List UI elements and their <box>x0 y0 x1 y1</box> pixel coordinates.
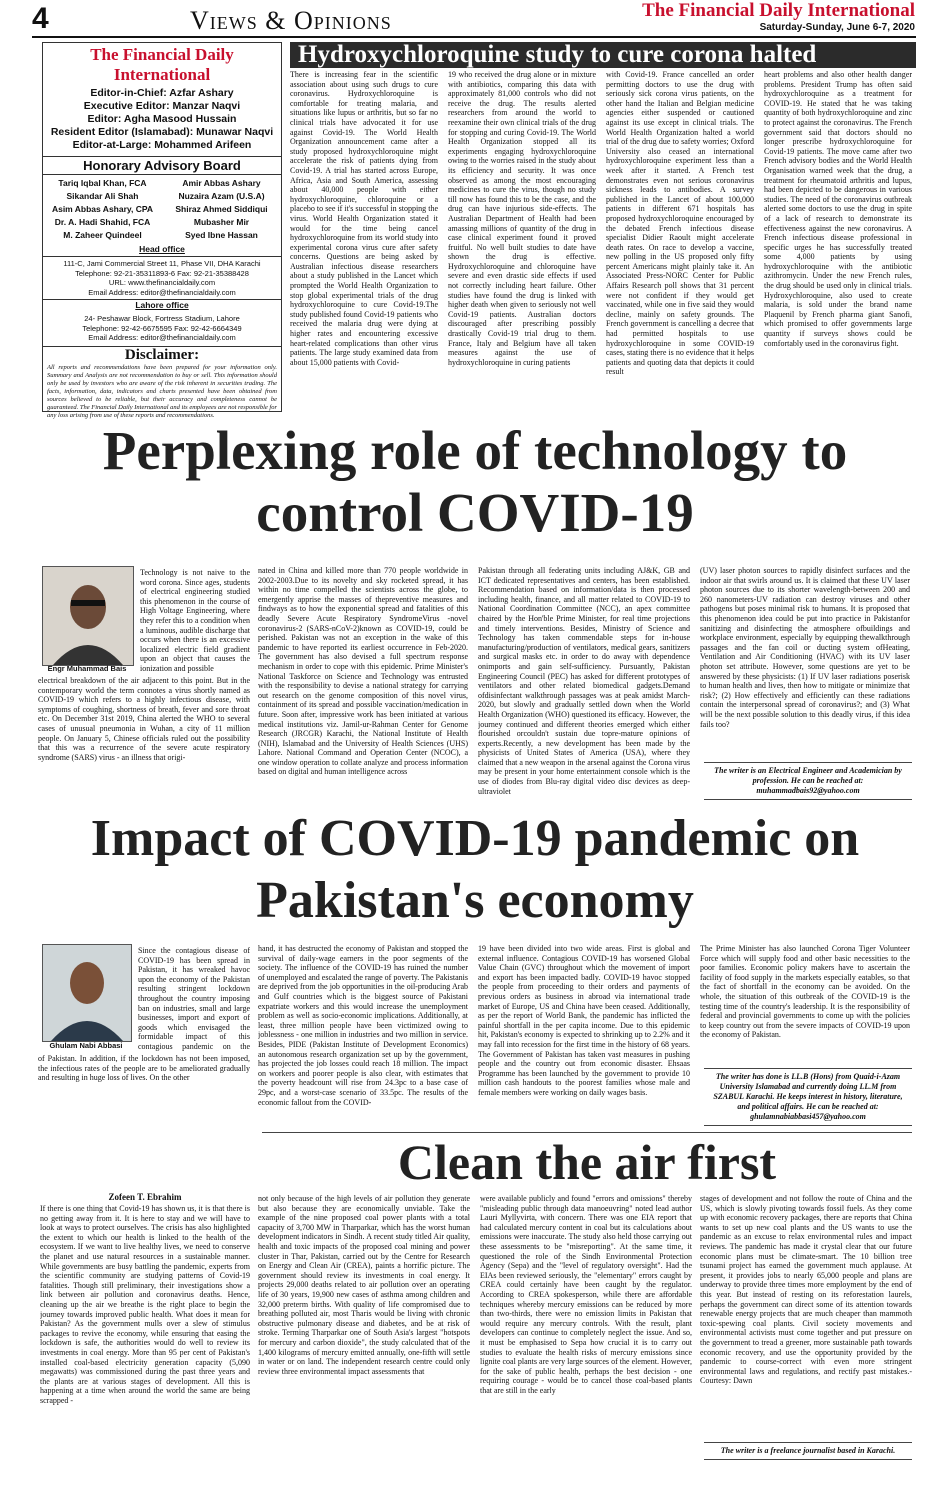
board-member: M. Zaheer Quindeel <box>63 230 142 240</box>
article3-bio: The writer has done is LL.B (Hons) from Quaid-i-Azam University Islamabad and currently doing LL.M from SZABUL Karachi. He keeps interest in history, literature, and political affairs. He can be reached at: ghulamnabiabbasi457@yahoo.com <box>704 1068 912 1126</box>
article2-headline-line: control COVID-19 <box>256 482 694 543</box>
article1-body <box>290 70 916 418</box>
article4-byline: Zofeen T. Ebrahim <box>108 1192 182 1202</box>
article4-headline: Clean the air first <box>397 1134 777 1190</box>
article4-bio: The writer is a freelance journalist based in Karachi. <box>704 1442 912 1460</box>
article4-rule <box>262 1132 912 1133</box>
advisory-board-title: Honorary Advisory Board <box>43 156 281 175</box>
disclaimer-text: All reports and recommendations have been prepared for your information only. Summary and Analysis are not recommendation to buy or sell. This information should only be used by investors who are aware of the risk inherent in securities trading. The facts, information, data, indicators and charts presented have been obtained from sources believed to be reliable, but their accuracy and completeness cannot be guaranteed. The Financial Daily International and its employees are not responsible for any loss arising from use of these reports and recommendations. <box>47 363 277 419</box>
masthead-date: Saturday-Sunday, June 6-7, 2020 <box>759 22 915 33</box>
article3-column: The Prime Minister has also launched Corona Tiger Volunteer Force which will supply food and other basic necessities to the poor families. Economic policy makers have to ascertain the facility of food supply in the markets especially eatables, so that the fact of shortfall in the economy can be avoided. On the whole, the situation of this outbreak of the COVID-19 is the testing time of the country's leadership. It is the responsibility of federal and provincial governments to come up with the policies to keep country out from the severe impacts of COVID-19 upon the economy of Pakistan. <box>700 944 910 1040</box>
masthead-rule <box>32 36 916 38</box>
article2-column-intro-cont: electrical breakdown of the air adjacent to this point. But in the contemporary world the term connotes a virus shortly named as COVID-19 which refers to a highly infectious disease, with symptoms of coughing, shortness of breath, fever and sore throat etc. On December 31st 2019, China alerted the WHO to several cases of unusual pneumonia in Wuhan, a city of 11 million people. On January 5, Chinese officials ruled out the possibility that this was a recurrence of the severe acute respiratory syndrome (SARS) virus - an illness that origi- <box>38 676 250 762</box>
board-member: Syed Ibne Hassan <box>185 230 258 240</box>
article4-column: stages of development and not follow the route of China and the US, which is slowly pivoting towards fossil fuels. As they come up with economic recovery packages, there are reports that China wants to set up new coal plants and the US wants to use the pandemic as an excuse to relax environmental rules and impact reviews. The pandemic has made it crystal clear that our future economic plans must be climate-smart. The 10 billion tree tsunami project has earned the government much applause. At present, it provides jobs to nearly 65,000 people and plans are underway to provide three times more employment by the end of this year. But instead of resting on its reforestation laurels, perhaps the government can direct some of its attention towards renewable energy projects that are much cheaper than mammoth toxic-spewing coal plants. Civil society movements and environmental activists must come together and put pressure on the government to tread a greener, more sustainable path towards economic recovery, and use the opportunity provided by the pandemic to course-correct with even more stringent environmental laws and regulations, and rectify past mistakes.-Courtesy: Dawn <box>700 1194 912 1386</box>
board-member: Tariq Iqbal Khan, FCA <box>58 178 147 188</box>
board-member: Nuzaira Azam (U.S.A) <box>178 191 265 201</box>
masthead-paper-name: The Financial Daily International <box>642 0 915 21</box>
board-member: Asim Abbas Ashary, CPA <box>51 204 154 214</box>
article1-column: There is increasing fear in the scientific association about using such drugs to cure coronavirus. Hydroxychloroquine is comfortable for treating malaria, and situations like lupus or arthritis, but so far no clinical trials have advocated it for use against Covid-19. The World Health Organization announcement came after a study proposed hydroxychloroquine might accelerate the risk of patients dying from Covid-19. A trial has started across Europe, Africa, Asia and South America, assessing about 40,000 people with either hydroxychloroquine, chloroquine or a placebo to see if it's successful in stopping the virus. World Health Organization stated it would for the time being cancel hydroxychloroquine from its world study into experimental corona virus cure after safety concerns. Questions are being asked by Australian infectious disease researchers about a study published in the Lancet which prompted the World Health Organization to stop global experimental trials of the drug hydroxychloroquine to cure Covid-19.The study published found Covid-19 patients who received the malaria drug were dying at higher rates and encountering excessive heart-related complications than other virus patients. The large study examined data from about 15,000 patients with Covid- <box>290 70 438 367</box>
section-title: Views & Opinions <box>190 6 392 35</box>
disclaimer-title: Disclaimer: <box>43 346 281 364</box>
article3-column-intro: Since the contagious disease of COVID-19 has been spread in Pakistan, it has wreaked havoc upon the economy of the Pakistan resulting stringent lockdown throughout the country imposing ban on industries, small and large businesses, import and export of goods which envisaged the formidable impact of this contagious pandemic on the <box>138 946 250 1051</box>
article1-column: 19 who received the drug alone or in mixture with antibiotics, comparing this data with approximately 81,000 controls who did not receive the drug. The results alerted researchers from around the world to reexamine their own clinical trials of the drug for stopping and curing Covid-19. The World Health Organization stopped all its experiments engaging hydroxychloroquine owing to the worries raised in the study about its efficiency and security. It was once observed as among the most encouraging medicines to cure the virus, though no study till now has found this to be the case, and the drug can have injurious side-effects. The Australian Department of Health had been amassing millions of quantity of the drug in case clinical experiment found it proved fruitful. No well built studies to date have shown the drug is effective. Hydroxychloroquine and chloroquine have severe and even drastic side effects if used not correctly including heart failure. Other studies have found the drug is linked with higher death when given to seriously not well Covid-19 patients. Australian doctors discouraged after prescribing possibly drastically Covid-19 trial drug to them. France, Italy and Belgium have all taken measures against the use of hydroxychloroquine in curing patients <box>448 70 596 367</box>
author-caption: Engr Muhammad Bais <box>47 664 127 673</box>
author-caption: Ghulam Nabi Abbasi <box>49 1041 123 1050</box>
board-member: Sikandar Ali Shah <box>66 191 139 201</box>
article3-headline-line: Impact of COVID-19 pandemic on <box>90 810 860 867</box>
page-number: 4 <box>32 2 49 35</box>
board-member: Amir Abbas Ashary <box>182 178 261 188</box>
masthead <box>0 0 945 38</box>
board-member: Mubasher Mir <box>193 217 250 227</box>
address-line: Email Address: editor@thefinancialdaily.com <box>88 287 236 297</box>
article2-column: nated in China and killed more than 770 people worldwide in 2002-2003.Due to its novelty and sky rocketed spread, it has within no time compelled the scientists across the globe, to emergently apprise the masses of thepreventive measures and findways as to how the exponential spread and fatalities of this deadly Severe Acute Respiratory SyndromeVirus -novel coronavirus-2 (SARS-nCoV-2)known as COVID-19, could be perished. Pakistan was not an exception in the wake of this pandemic to have reported its earliest occurrence in Feb-2020. The government has also devised a full spectrum response mechanism in order to cope with this epidemic. Prime Minister's National Taskforce on Science and Technology was entrusted with the responsibility to devise a national strategy for carrying out research on the genome composition of this novel virus, containment of its spread and possible vaccination/medication in future. Soon after, impressive work has been initiated at various medical institutions viz. Jamil-ur-Rahman Center for Genome Research (JRCGR) Karachi, the National Institute of Health (NIH), Islamabad and the University of Health Sciences (UHS) Lahore. National Command and Operation Center (NCOC), a one window operation to collate analyze and process information based on digital and human intelligence across <box>258 566 468 777</box>
article1-column: with Covid-19. France cancelled an order permitting doctors to use the drug with seriously sick corona virus patients, on the other hand the Italian and Belgian medicine agencies either suspended or cautioned against its use except in clinical trials. The World Health Organization halted a world trial of the drug due to safety worries; Oxford University also ceased an international hydroxychloroquine experiment less than a week after it started. A French test demonstrates even not serious coronavirus sickness leads to antibodies. A survey published in the Lancet of about 100,000 patients in different 671 hospitals has proposed hydroxychloroquine encouraged by the debated French infectious disease specialist Didier Raoult might accelerate death rates. On race to develop a vaccine, new polling in the US proposed only fifty percent Americans might plainly take it. An Associated Press-NORC Center for Public Affairs Research poll shows that 31 percent were not confident if they would get vaccinated, while one in five said they would decline, mainly on safety grounds. The French government is cancelling a decree that had permitted hospitals to use hydroxychloroquine in some COVID-19 cases, stating there is no evidence that it helps patients and quoting data that depicts it could result <box>606 70 754 377</box>
advisory-board-list <box>43 177 281 242</box>
author-portrait-icon <box>43 567 133 665</box>
lahore-office-address <box>43 312 281 343</box>
article3-column-intro-cont: of Pakistan. In addition, if the lockdown has not been imposed, the infectious rates of the people are to be ameliorated gradually and resulting in huge loss of lives. On the other <box>38 1054 250 1083</box>
staff-list <box>43 87 281 152</box>
head-office-address <box>43 256 281 297</box>
article2-bio: The writer is an Electrical Engineer and Academician by profession. He can be reached at: muhammadbais92@yahoo.com <box>704 762 912 800</box>
article1-headline: Hydroxychloroquine study to cure corona halted <box>290 42 916 68</box>
staff-line: Resident Editor (Islamabad): Munawar Naqvi <box>50 126 274 138</box>
address-line: 111-C, Jami Commercial Street 11, Phase VII, DHA Karachi <box>63 259 261 268</box>
staff-line: Executive Editor: Manzar Naqvi <box>83 100 241 112</box>
author-photo <box>42 566 134 666</box>
article3-column: hand, it has destructed the economy of Pakistan and stopped the survival of daily-wage earners in the poor segments of the society. The influence of the COVID-19 has ruined the number of unemployed and escalated the range of poverty. The Pakistanis are deprived from the job opportunities in the oil-producing Arab and Gulf countries which is the biggest source of Pakistani expatriate workers and this would increase the unemployment problem as well as socio-economic implications. Additionally, at least, three million people have been victimized owing to joblessness - one million in industries and two million in service. Besides, PIDE (Pakistan Institute of Development Economics) an autonomous research organization set up by the government, has projected the job losses could reach 18 million. The impact on workers and poorer people is also clear, with estimates that the poverty headcount will rise from 24.3pc to a base case of 29pc, and a worst-case scenario of 33.5pc. The results of the economic fallout from the COVID- <box>258 944 468 1107</box>
staff-line: Editor: Agha Masood Hussain <box>87 113 237 125</box>
editorial-paper-name: The Financial Daily International <box>90 45 234 84</box>
article2-column: Pakistan through all federating units including AJ&K, GB and ICT dedicated representatives and centers, has been established. Recommendation based on information/data is then processed including health, finance, and all matter related to COVID-19 to National Coordination Committee (NCC), an apex committee chaired by the Hon'ble Prime Minister, for real time projections and timely interventions. Besides, Ministry of Science and Technology has taken commendable steps for in-house manufacturing/production of ventilators, medical gears, sanitizers and surgical masks etc. in order to do away with dependence onimports and gain self-sufficiency. Pursuantly, Pakistan Engineering Council (PEC) has asked for different prototypes of ventilators and other related biomedical gadgets.Demand ofdisinfectant walkthrough passages was at peak amidst March-2020, but slowly and gradually settled down when the World Health Organization (WHO) questioned its efficacy. However, the journey continued and different theories emerged which either flourished orcouldn't sustain due topre-mature opinions of experts.Recently, a new development has been made by the physicists of United States of America (USA), where they claimed that a new weapon in the arsenal against the Corona virus may be present in your home entertainment console which is the use of diodes from Blu-ray digital video disc devices as deep-ultraviolet <box>478 566 690 796</box>
article4-column: If there is one thing that Covid-19 has shown us, it is that there is no getting away from it. It is here to stay and we will have to look at ways to protect ourselves. The crisis has also highlighted the extent to which our health is linked to the health of the ecosystem. If we want to live healthy lives, we need to conserve the planet and use natural resources in a sustainable manner. While governments are busy battling the pandemic, experts from the scientific community are studying patterns of Covid-19 fatalities. Though still preliminary, their investigations show a link between air pollution and coronavirus deaths. Hence, cleaning up the air we breathe is the right place to begin the journey towards improved public health. What does it mean for Pakistan? As the government mulls over a slew of stimulus packages to revive the economy, while ensuring that easing the lockdown is safe, the authorities would do well to review its investments in coal energy. More than 95 per cent of Pakistan's installed coal-based electricity generation capacity (5,090 megawatts) was commissioned during the past three years and the plants are at various stages of development. All this is happening at a time when around the world the same are being scrapped - <box>40 1204 250 1405</box>
address-line: Telephone: 92-21-35311893-6 Fax: 92-21-35388428 <box>75 268 249 278</box>
article4-column: were available publicly and found "errors and omissions" thereby "misleading public through data manoeuvring" noted lead author Lauri Myllyvirta, with concern. There was one EIA report that had calculated mercury content in coal but its calculations about emissions were inaccurate. The study also held those carrying out these assessments to be "misreporting". At the same time, it questioned the role of the Sindh Environmental Protection Agency (Sepa) and the "level of regulatory oversight". Had the EIAs been reviewed seriously, the "elementary" errors caught by CREA could certainly have been caught by the regulator. According to CREA spokesperson, while there are affordable techniques whereby mercury emissions can be reduced by more than two-thirds, there were no emission limits in Pakistan that would require any mercury controls. With the result, plant developers can continue to completely neglect the issue. And so, it must be emphasised to Sepa how crucial it is to carry out studies to evaluate the health risks of mercury emissions since lignite coal plants are very large sources of the element. However, for the sake of public health, perhaps the best decision - one requiring courage - would be to cancel those coal-based plants that are still in the early <box>480 1194 692 1395</box>
head-office-title: Head office <box>139 244 185 254</box>
lahore-office-title: Lahore office <box>43 299 281 310</box>
author-portrait-icon <box>43 945 131 1041</box>
address-line: 24- Peshawar Block, Fortress Stadium, Lahore <box>84 314 240 323</box>
article2-headline-line: Perplexing role of technology to <box>102 420 848 481</box>
address-line: Email Address: editor@thefinancialdaily.com <box>88 333 236 342</box>
editorial-box <box>42 42 282 419</box>
article3-column: 19 have been divided into two wide areas. First is global and external influence. Contagious COVID-19 has worsened Global Value Chain (GVC) throughout which the movement of import and export has been impacted badly. COVID-19 havoc stopped the people from proceeding to their orders and payments of previous orders as business in abroad via international trade market of Europe, US and China have been ceased. Additionally, as per the report of World Bank, the pandemic has inflicted the painful shortfall in the per capita income. Due to this epidemic hit, Pakistan's economy is expected to shrinking up to 2.2% and it may fall into recession for the first time in the history of 68 years. The Government of Pakistan has taken vast measures in pushing people and the country out from economic disaster. Ehsaas Programme has been launched by the government to provide 10 million cash handouts to the poorest families whose male and female members were working on daily wages basis. <box>478 944 690 1097</box>
address-line: Telephone: 92-42-6675595 Fax: 92-42-6664349 <box>82 323 242 333</box>
article1-column: heart problems and also other health danger problems. President Trump has often said hydroxychloroquine as a treatment for COVID-19. He stated that he was taking quantity of both hydroxychloroquine and zinc to protect against the coronavirus. The French government said that doctors should no longer prescribe hydroxychloroquine for Covid-19 patients. The move came after two French advisory bodies and the World Health Organisation warned week that the drug, a treatment for rheumatoid arthritis and lupus, had been depicted to be dangerous in various studies. The need of the coronavirus outbreak alerted some doctors to use the drug in spite of a lack of research to demonstrate its effectiveness against the new coronavirus. A French infectious disease professional in specific urges he has successfully treated some 4,000 patients by using hydroxychloroquine with the antibiotic azithromycin. Under the new French rules, the drug should be used only in clinical trials. Hydroxychloroquine, also used to create malaria, is sold under the brand name Plaquenil by French pharma giant Sanofi, which promised to offer governments large quantity if surveys shows could be comfortably used in the coronavirus fight. <box>764 70 912 348</box>
article3-headline-line: Pakistan's economy <box>256 872 694 929</box>
staff-line: Editor-in-Chief: Azfar Ashary <box>90 87 234 99</box>
board-member: Shiraz Ahmed Siddiqui <box>175 204 268 214</box>
article2-column-intro: Technology is not naive to the word corona. Since ages, students of electrical engineering studied this phenomenon in the course of High Voltage Engineering, where they refer this to a condition when a luminous, audible discharge that occurs when there is an excessive localized electric field gradient upon an object that causes the ionization and possible <box>140 568 250 673</box>
article2-column: (UV) laser photon sources to rapidly disinfect surfaces and the indoor air that swirls around us. It is claimed that these UV laser photon sources due to its shorter wavelength-between 200 and 260 nanometers-UV radiation can destroy viruses and other pathogens but poses minimal risk to humans. It is proposed that this phenomenon idea could be put into practice in Pakistanfor sanitizing and disinfecting the atmosphere ofbuildings and workplace environment, especially by equipping thewalkthrough passages and the fan coil or ducting system ofHeating, Ventilation and Air Conditioning (HVAC) with its UV laser photon set attribute. However, some questions are yet to be answered by these physicists: (1) If UV laser radiations poserisk to human health and lives, then how to mitigate or minimize that risk?; (2) How effectively and efficiently can these radiations contain the interpersonal spread of coronavirus?; and (3) What will be the next possible solution to this deadly virus, if this idea fails too? <box>700 566 910 729</box>
article3-headline <box>30 808 920 932</box>
staff-line: Editor-at-Large: Mohammed Arifeen <box>72 139 252 151</box>
board-member: Dr. A. Hadi Shahid, FCA <box>54 217 151 227</box>
address-line: URL: www.thefinancialdaily.com <box>108 278 216 287</box>
author-photo <box>42 944 132 1042</box>
article4-column: not only because of the high levels of air pollution they generate but also because they are economically unviable. Take the example of the nine proposed coal power plants with a total capacity of 3,700 MW in Tharparkar, which has the worst human development indicators in Sindh. A recent study titled Air quality, health and toxic impacts of the proposed coal mining and power cluster in Thar, Pakistan, carried out by the Centre for Research on Energy and Clean Air (CREA), paints a horrific picture. The government should review its investments in coal energy. It projects 29,000 deaths related to air pollution over an operating life of 30 years, 19,900 new cases of asthma among children and 32,000 preterm births. With quality of life compromised due to breathing polluted air, most Tharis would be living with chronic obstructive pulmonary disease and diabetes, and be at risk of stroke. Terming Tharparkar one of South Asia's largest "hotspots for mercury and carbon dioxide", the study calculated that of the 1,400 kilograms of mercury emitted annually, one-fifth will settle in water or on land. The independent research centre could only review three environmental impact assessments that <box>258 1194 470 1376</box>
article2-headline <box>30 420 920 544</box>
